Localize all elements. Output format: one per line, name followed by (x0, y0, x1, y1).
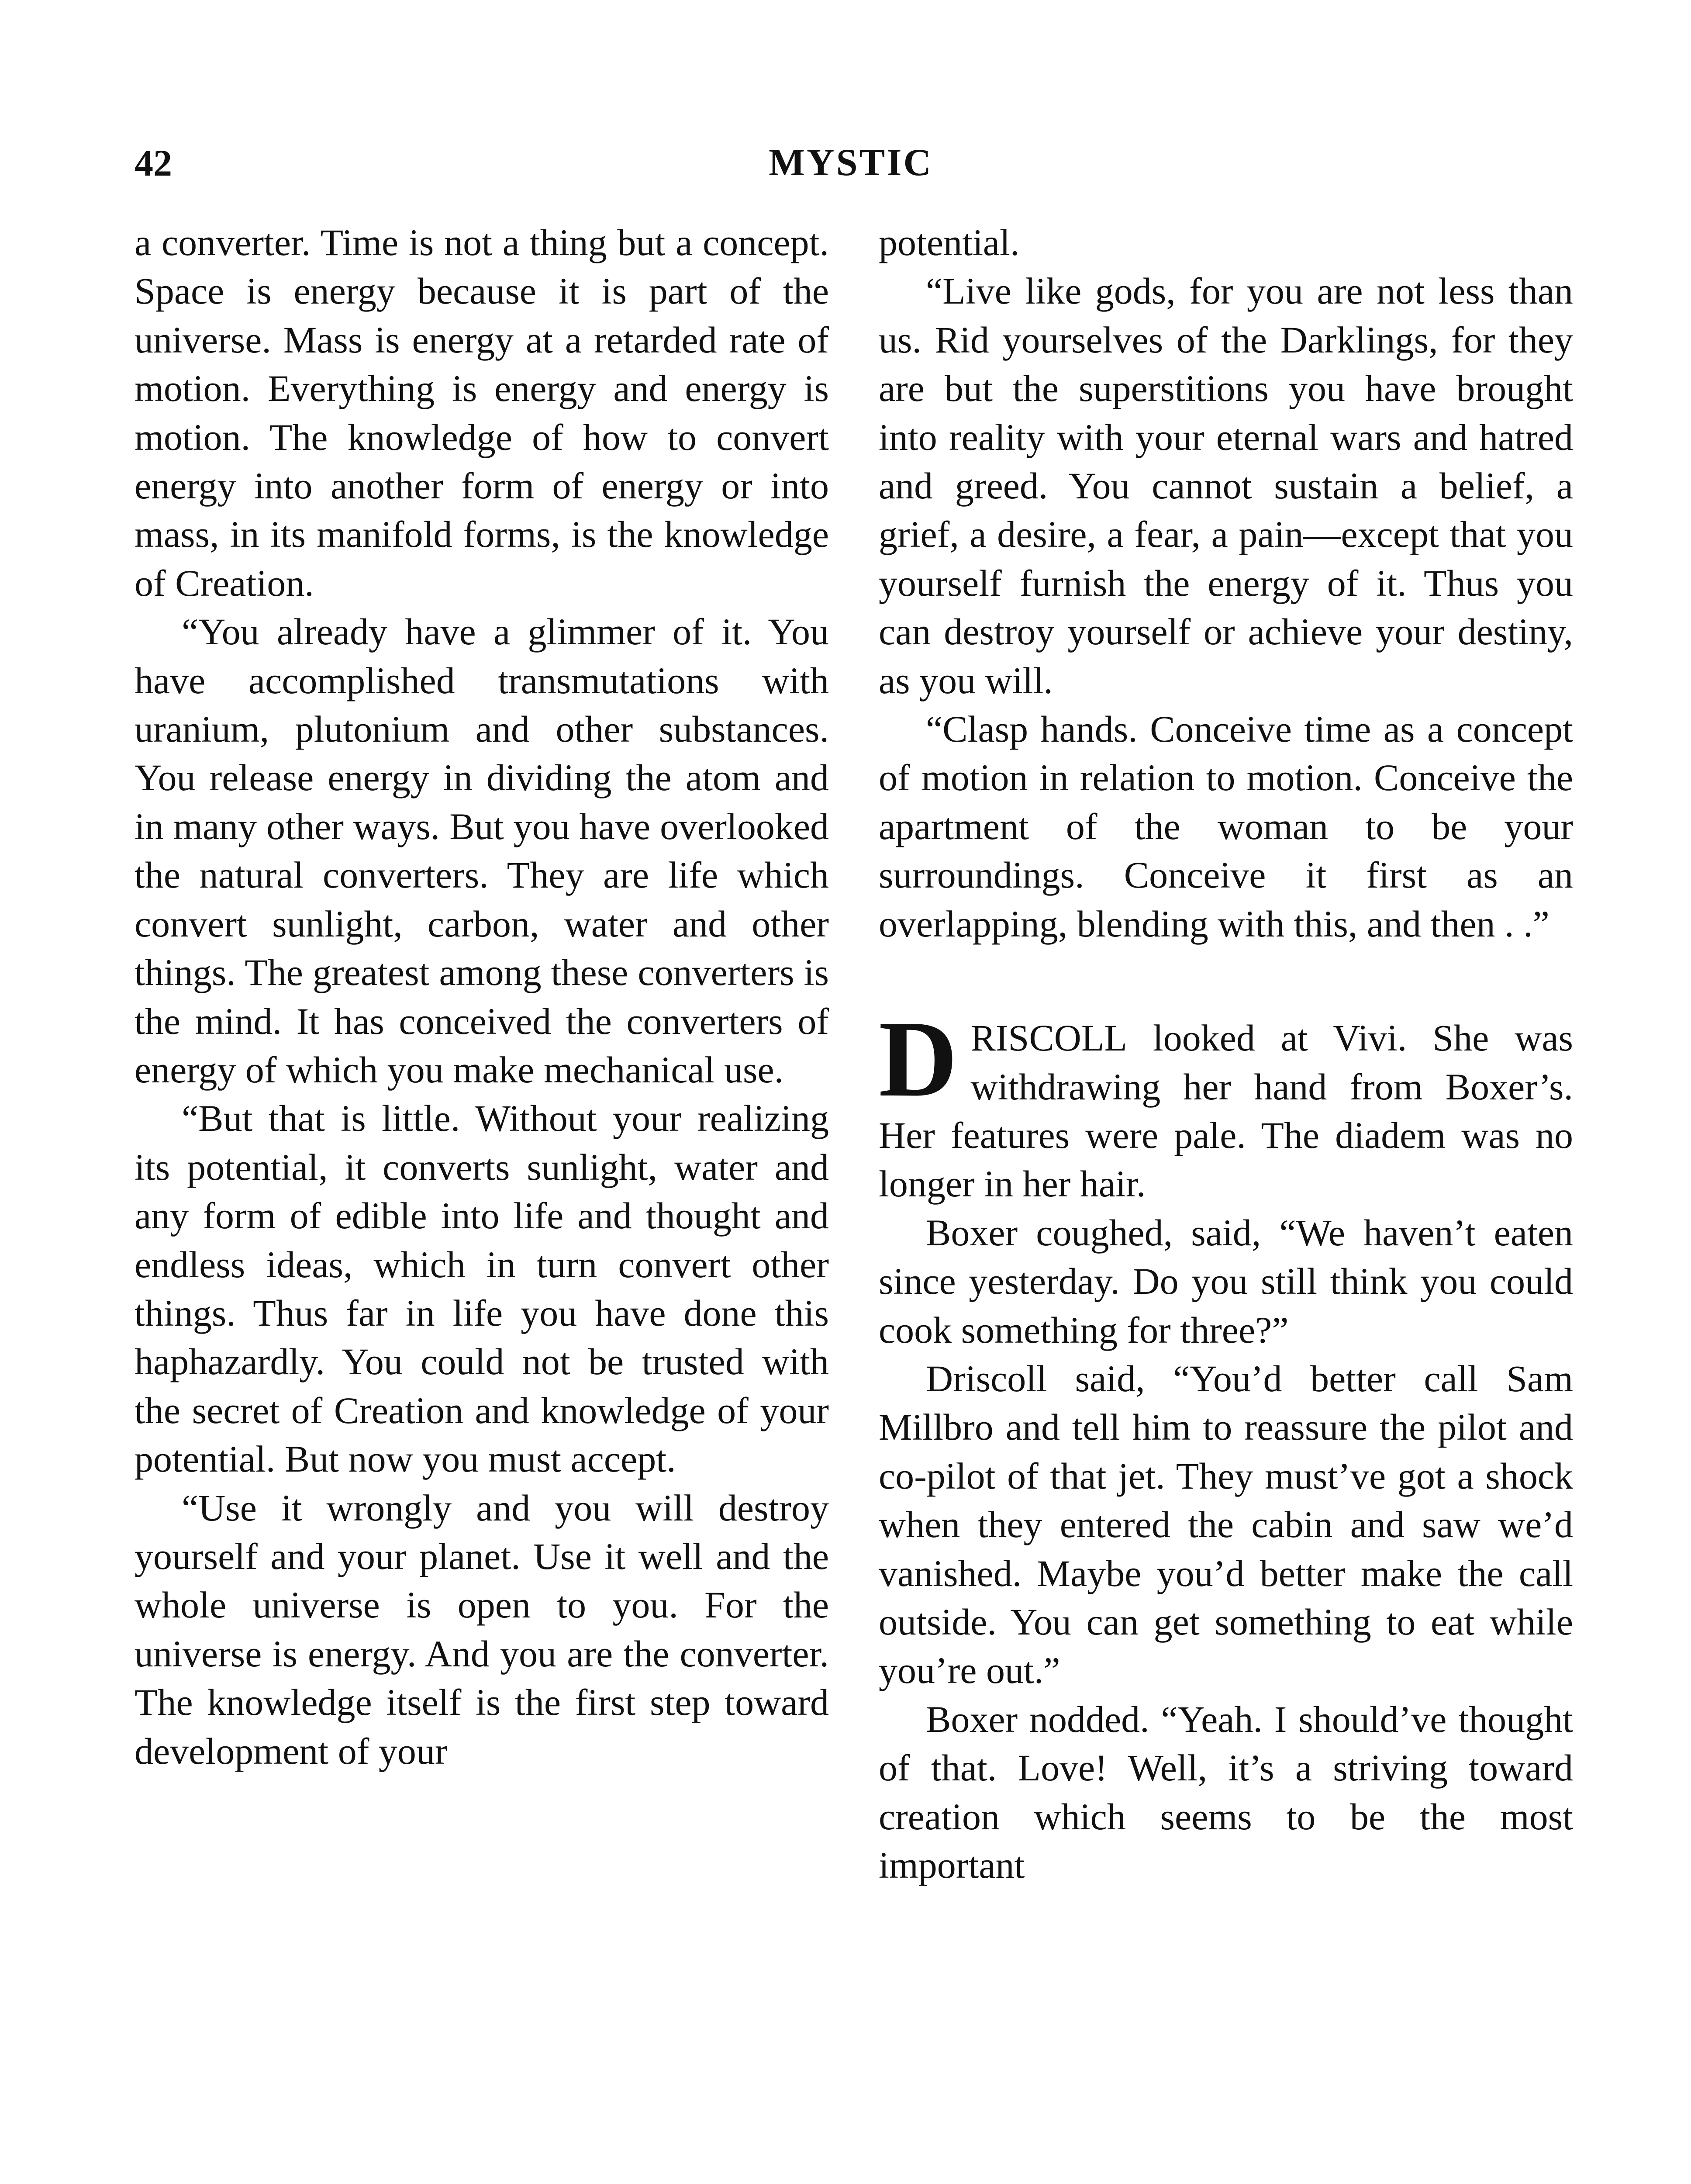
section-break (879, 948, 1573, 1014)
paragraph: “But that is little. Without your realizing its potential, it converts sunlight, water and any form of edible into life and thought and endless ideas, which in turn convert other things. Thus far in life you have done this haphazardly. You could not be trusted with the secret of Creation and knowledge of your potential. But now you must accept. (135, 1097, 829, 1480)
page-header (135, 139, 1567, 187)
drop-cap-paragraph (879, 999, 1573, 1209)
paragraph: potential. (879, 221, 1020, 263)
drop-cap-rest: looked at Vivi. She was withdrawing her hand from Boxer’s. Her features were pale. The diadem was no longer in her hair. (879, 1017, 1573, 1205)
page-number: 42 (135, 142, 172, 184)
paragraph: “You already have a glimmer of it. You have accomplished transmutations with uranium, plutonium and other substances. You release energy in dividing the atom and in many other ways. But you have overlooked the natural converters. They are life which convert sunlight, carbon, water and other things. The greatest among these converters is the mind. It has conceived the converters of energy of which you make mechanical use. (135, 611, 829, 1091)
right-column (879, 218, 1573, 1890)
paragraph: “Clasp hands. Conceive time as a concept of motion in relation to motion. Conceive the apartment of the woman to be your surroundings. Conceive it first as an overlapping, blending with this, and then . .” (879, 708, 1573, 945)
running-title: MYSTIC (768, 142, 933, 184)
drop-cap-smallcaps: RISCOLL (970, 1017, 1127, 1059)
left-column (135, 218, 829, 1776)
paragraph: Driscoll said, “You’d better call Sam Millbro and tell him to reassure the pilot and co-pilot of that jet. They must’ve got a shock when they entered the cabin and saw we’d vanished. Maybe you’d better make the call outside. You can get something to eat while you’re out.” (879, 1357, 1573, 1692)
paragraph: “Use it wrongly and you will destroy yourself and your planet. Use it well and the whole universe is open to you. For the universe is energy. And you are the converter. The knowledge itself is the first step toward development of your (135, 1486, 829, 1772)
paragraph: Boxer nodded. “Yeah. I should’ve thought of that. Love! Well, it’s a striving toward creation which seems to be the most important (879, 1698, 1573, 1886)
paragraph: “Live like gods, for you are not less than us. Rid yourselves of the Darklings, for they are but the superstitions you have brought into reality with your eternal wars and hatred and greed. You cannot sustain a belief, a grief, a desire, a fear, a pain—except that you yourself furnish the energy of it. Thus you can destroy yourself or achieve your destiny, as you will. (879, 270, 1573, 702)
paragraph: Boxer coughed, said, “We haven’t eaten since yesterday. Do you still think you could cook something for three?” (879, 1211, 1573, 1351)
drop-cap-letter: D (879, 999, 958, 1120)
paragraph: a converter. Time is not a thing but a concept. Space is energy because it is part of the universe. Mass is energy at a retarded rate of motion. Everything is energy and energy is motion. The knowledge of how to convert energy into another form of energy or into mass, in its manifold forms, is the knowledge of Creation. (135, 221, 829, 604)
